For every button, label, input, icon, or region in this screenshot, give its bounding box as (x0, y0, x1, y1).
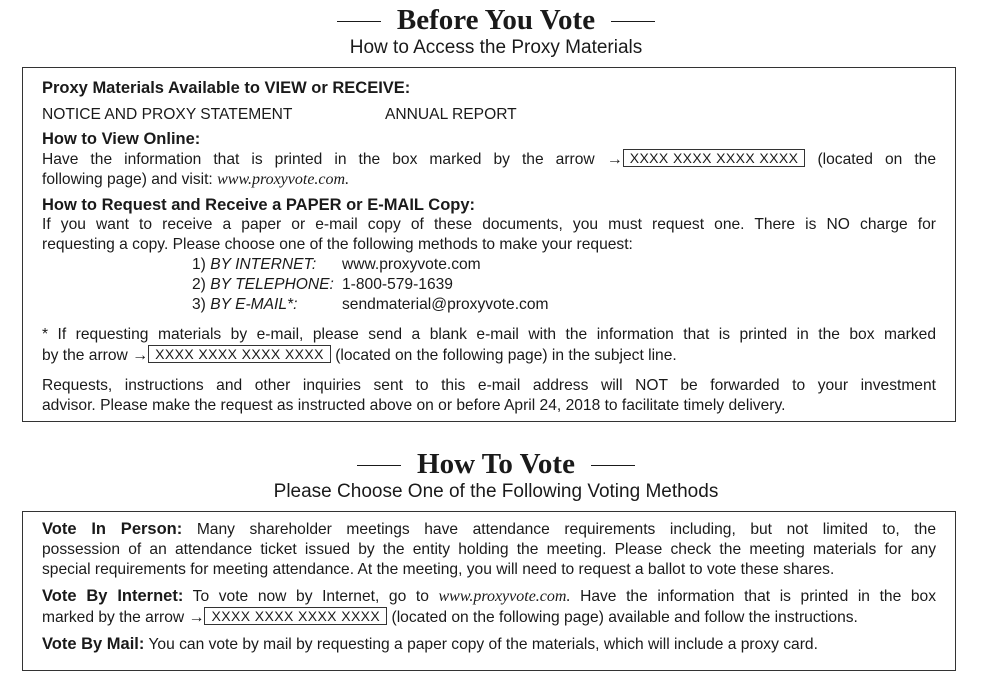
vote-by-internet-text-b: Have the information that is printed in the box (580, 588, 937, 605)
how-to-vote-heading (0, 447, 992, 481)
vote-in-person-label: Vote In Person: (42, 520, 183, 538)
before-you-vote-subtitle: How to Access the Proxy Materials (349, 37, 643, 58)
vote-by-mail-line (42, 634, 936, 655)
method-internet-value[interactable]: www.proxyvote.com (342, 256, 481, 273)
method-label: BY TELEPHONE: (210, 276, 334, 293)
method-email-value[interactable]: sendmaterial@proxyvote.com (342, 296, 549, 313)
view-online-line-2 (42, 170, 936, 190)
materials-available-heading: Proxy Materials Available to VIEW or RECEIVE: (42, 79, 411, 97)
material-notice-proxy: NOTICE AND PROXY STATEMENT (42, 106, 293, 123)
vote-by-internet-line-2 (42, 607, 936, 628)
vote-by-mail-label: Vote By Mail: (42, 635, 145, 653)
control-number-box: XXXX XXXX XXXX XXXX (148, 345, 331, 363)
vote-by-internet-line-1 (42, 586, 936, 607)
heading-rule-left (357, 465, 401, 466)
email-note-line-2 (42, 345, 936, 366)
request-text-line-1: If you want to receive a paper or e-mail copy of these documents, you must request one. There is NO charge for (42, 216, 936, 233)
materials-list (42, 105, 936, 125)
email-note-text: by the arrow (42, 347, 128, 364)
arrow-icon: → (132, 347, 149, 364)
view-online-text: Have the information that is printed in the box marked by the arrow (42, 151, 595, 168)
method-number: 3) (192, 296, 206, 313)
view-online-located: (located on the (817, 151, 936, 168)
requests-line-1: Requests, instructions and other inquiries sent to this e-mail address will NOT be forwarded to your investment (42, 377, 936, 394)
method-number: 1) (192, 256, 206, 273)
method-label: BY INTERNET: (210, 256, 317, 273)
method-number: 2) (192, 276, 206, 293)
proxy-materials-box (22, 67, 956, 422)
vote-in-person-line-3: special requirements for meeting attendance. At the meeting, you will need to request a ballot to vote these shares. (42, 561, 835, 578)
request-copy-heading: How to Request and Receive a PAPER or E-MAIL Copy: (42, 196, 476, 214)
heading-rule-right (591, 465, 635, 466)
control-number-box: XXXX XXXX XXXX XXXX (623, 149, 806, 167)
vote-in-person-line-2: possession of an attendance ticket issued by the entity holding the meeting. Please check the meeting materials for any (42, 541, 936, 558)
heading-rule-right (611, 21, 655, 22)
material-annual-report: ANNUAL REPORT (385, 106, 517, 123)
arrow-icon: → (188, 609, 205, 626)
vote-by-internet-label: Vote By Internet: (42, 587, 184, 605)
view-online-heading: How to View Online: (42, 130, 201, 148)
vote-by-internet-text: To vote now by Internet, go to (192, 588, 429, 605)
before-you-vote-heading (0, 3, 992, 37)
method-telephone-value: 1-800-579-1639 (342, 276, 453, 293)
heading-rule-left (337, 21, 381, 22)
vote-proxyvote-url[interactable]: www.proxyvote.com. (438, 588, 571, 605)
voting-methods-box (22, 511, 956, 671)
vote-in-person-text: Many shareholder meetings have attendance requirements including, but not limited to, the (196, 521, 936, 538)
requests-line-2: advisor. Please make the request as instructed above on or before April 24, 2018 to facilitate timely delivery. (42, 397, 786, 414)
proxyvote-url[interactable]: www.proxyvote.com. (217, 171, 350, 188)
method-label: BY E-MAIL*: (210, 296, 298, 313)
arrow-icon: → (606, 151, 623, 168)
email-note-subject: (located on the following page) in the subject line. (335, 347, 677, 364)
view-online-visit: following page) and visit: (42, 171, 213, 188)
vote-by-mail-text: You can vote by mail by requesting a paper copy of the materials, which will include a proxy card. (148, 636, 818, 653)
vote-in-person-line-1 (42, 519, 936, 540)
request-text-line-2: requesting a copy. Please choose one of the following methods to make your request: (42, 236, 633, 253)
request-methods (192, 255, 936, 315)
control-number-box: XXXX XXXX XXXX XXXX (204, 607, 387, 625)
email-note-line-1: * If requesting materials by e-mail, please send a blank e-mail with the information that is printed in the box marked (42, 326, 936, 343)
view-online-line-1 (42, 149, 936, 170)
before-you-vote-title: Before You Vote (396, 4, 596, 36)
how-to-vote-subtitle: Please Choose One of the Following Voting Methods (273, 481, 719, 502)
vote-by-internet-instructions: (located on the following page) available and follow the instructions. (391, 609, 858, 626)
how-to-vote-title: How To Vote (417, 448, 575, 480)
vote-by-internet-arrow-text: marked by the arrow (42, 609, 185, 626)
